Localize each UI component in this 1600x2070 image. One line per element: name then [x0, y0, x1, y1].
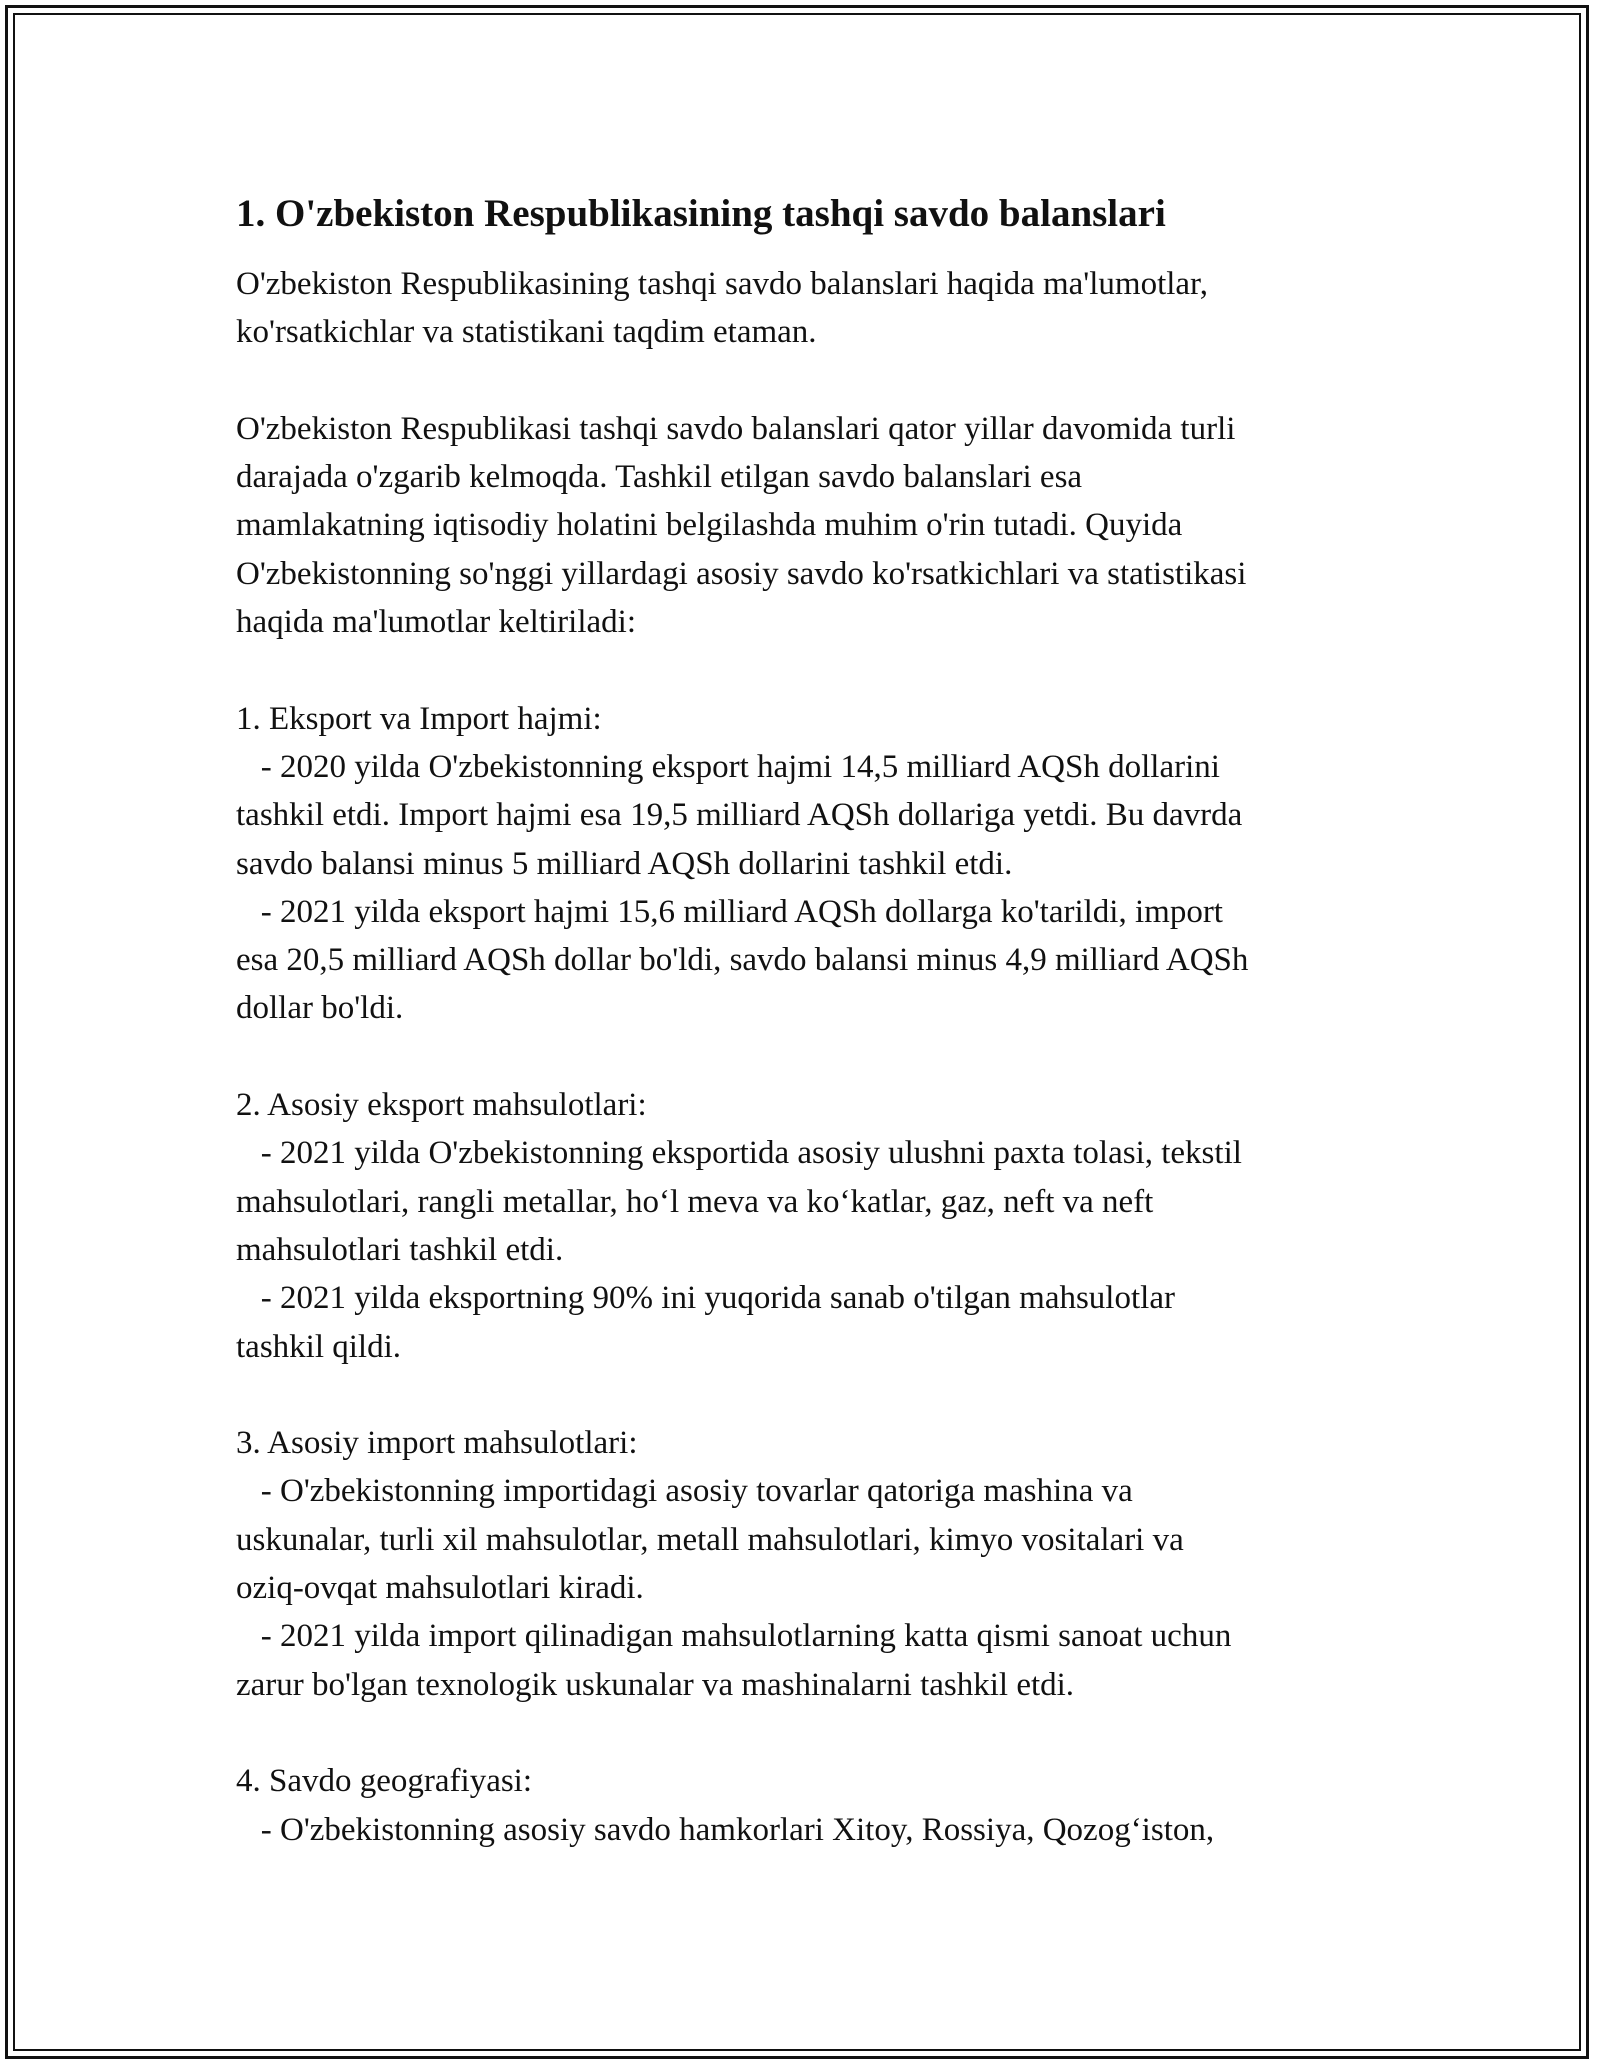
- body-line: darajada o'zgarib kelmoqda. Tashkil etilgan savdo balanslari esa: [236, 459, 1083, 496]
- body-line: [236, 646, 1386, 694]
- body-line: tashkil etdi. Import hajmi esa 19,5 milliard AQSh dollariga yetdi. Bu davrda: [236, 797, 1243, 834]
- body-line: mahsulotlari, rangli metallar, ho‘l meva va ko‘katlar, gaz, neft va neft: [236, 1183, 1154, 1220]
- body-line: - O'zbekistonning asosiy savdo hamkorlari Xitoy, Rossiya, Qozog‘iston,: [236, 1811, 1215, 1848]
- document-body: [236, 190, 1386, 1854]
- body-line: esa 20,5 milliard AQSh dollar bo'ldi, savdo balansi minus 4,9 milliard AQSh: [236, 942, 1249, 979]
- body-line: savdo balansi minus 5 milliard AQSh dollarini tashkil etdi.: [236, 845, 1013, 882]
- body-line: zarur bo'lgan texnologik uskunalar va mashinalarni tashkil etdi.: [236, 1666, 1075, 1703]
- body-line: dollar bo'ldi.: [236, 990, 404, 1027]
- body-line: haqida ma'lumotlar keltiriladi:: [236, 604, 636, 641]
- intro-line: ko'rsatkichlar va statistikani taqdim etaman.: [236, 314, 817, 351]
- section-heading-trade-geography: 4. Savdo geografiyasi:: [236, 1763, 533, 1800]
- body-line: - 2021 yilda eksportning 90% ini yuqorida sanab o'tilgan mahsulotlar: [236, 1280, 1175, 1317]
- body-line: - 2020 yilda O'zbekistonning eksport hajmi 14,5 milliard AQSh dollarini: [236, 748, 1220, 785]
- body-line: - O'zbekistonning importidagi asosiy tovarlar qatoriga mashina va: [236, 1473, 1133, 1510]
- body-line: O'zbekistonning so'nggi yillardagi asosiy savdo ko'rsatkichlari va statistikasi: [236, 555, 1247, 592]
- body-line: uskunalar, turli xil mahsulotlar, metall mahsulotlari, kimyo vositalari va: [236, 1521, 1184, 1558]
- section-heading-export-products: 2. Asosiy eksport mahsulotlari:: [236, 1087, 647, 1124]
- body-line: - 2021 yilda O'zbekistonning eksportida asosiy ulushni paxta tolasi, tekstil: [236, 1135, 1242, 1172]
- body-line: mamlakatning iqtisodiy holatini belgilashda muhim o'rin tutadi. Quyida: [236, 507, 1183, 544]
- document-title: 1. O'zbekiston Respublikasining tashqi savdo balanslari: [236, 192, 1166, 235]
- body-line: O'zbekiston Respublikasi tashqi savdo balanslari qator yillar davomida turli: [236, 410, 1236, 447]
- body-line: [236, 1033, 1386, 1081]
- intro-line: O'zbekiston Respublikasining tashqi savdo balanslari haqida ma'lumotlar,: [236, 266, 1208, 302]
- section-heading-import-products: 3. Asosiy import mahsulotlari:: [236, 1425, 638, 1462]
- section-heading-export-import: 1. Eksport va Import hajmi:: [236, 700, 602, 737]
- body-line: mahsulotlari tashkil etdi.: [236, 1231, 564, 1268]
- body-line: - 2021 yilda eksport hajmi 15,6 milliard AQSh dollarga ko'tarildi, import: [236, 893, 1223, 930]
- body-line: - 2021 yilda import qilinadigan mahsulotlarning katta qismi sanoat uchun: [236, 1618, 1232, 1655]
- body-line: tashkil qildi.: [236, 1328, 401, 1365]
- body-line: [236, 357, 1386, 405]
- body-text: [236, 357, 1386, 1854]
- body-line: [236, 1709, 1386, 1757]
- body-line: oziq-ovqat mahsulotlari kiradi.: [236, 1570, 644, 1607]
- body-line: [236, 1371, 1386, 1419]
- intro-paragraph: [236, 260, 1386, 357]
